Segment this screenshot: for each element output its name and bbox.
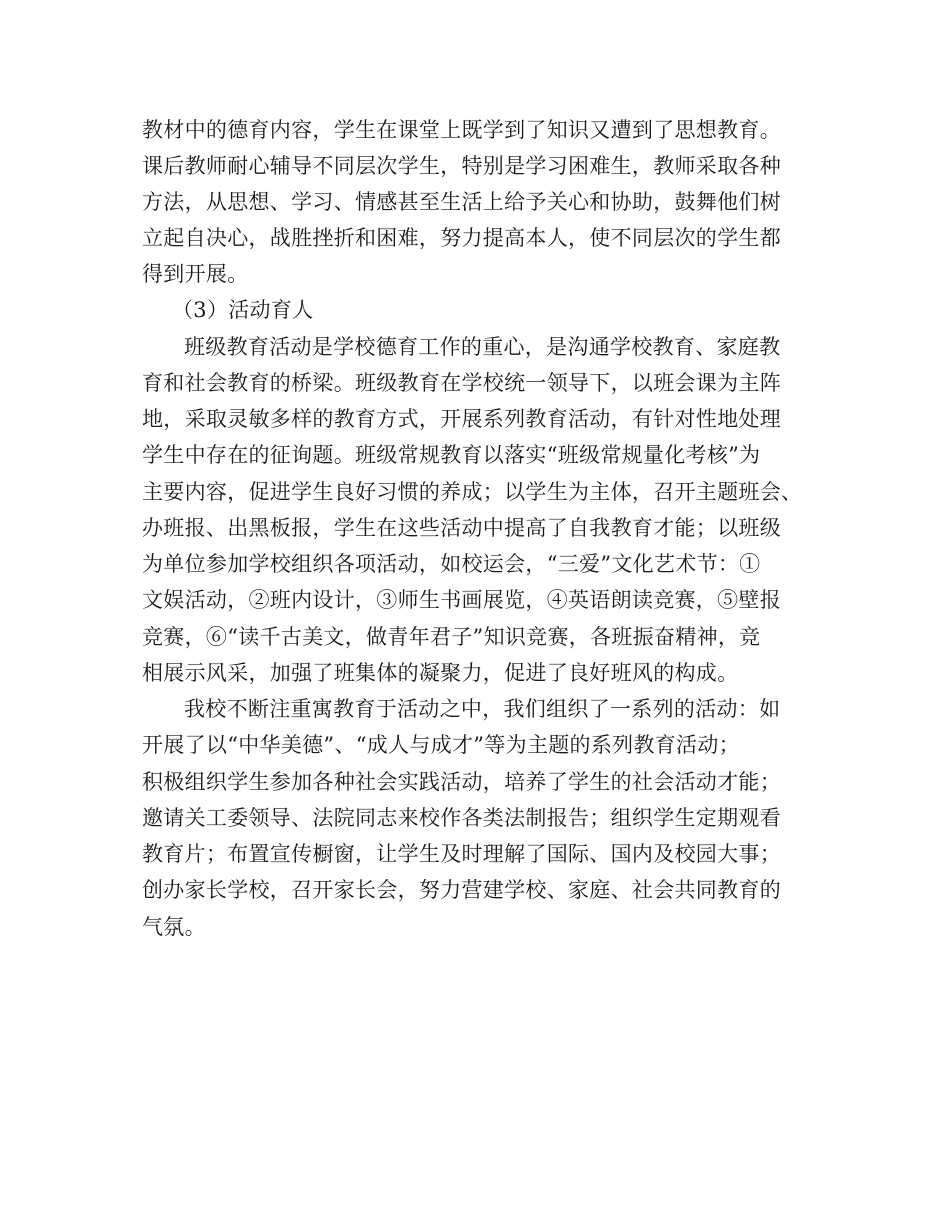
paragraph-3-line: 开展了以“中华美德”、“成人与成才”等为主题的系列教育活动； (142, 733, 740, 757)
paragraph-2-line: 主要内容，促进学生良好习惯的养成；以学生为主体，召开主题班会、 (142, 480, 803, 504)
paragraph-2-line: 班级教育活动是学校德育工作的重心，是沟通学校教育、家庭教 (184, 335, 781, 359)
paragraph-1-line: 方法，从思想、学习、情感甚至生活上给予关心和协助，鼓舞他们树 (142, 190, 781, 214)
paragraph-2-line: 为单位参加学校组织各项活动，如校运会，“三爱”文化艺术节：① (142, 552, 761, 576)
paragraph-3-line: 积极组织学生参加各种社会实践活动，培养了学生的社会活动才能； (142, 770, 781, 794)
paragraph-2-line: 学生中存在的征询题。班级常规教育以落实“班级常规量化考核”为 (142, 443, 761, 467)
paragraph-3-line: 气氛。 (142, 915, 206, 939)
paragraph-1-line: 得到开展。 (142, 262, 249, 286)
paragraph-2-line: 地，采取灵敏多样的教育方式，开展系列教育活动，有针对性地处理 (142, 407, 781, 431)
paragraph-2-line: 相展示风采，加强了班集体的凝聚力，促进了良好班风的构成。 (142, 661, 739, 685)
paragraph-1-line: 课后教师耐心辅导不同层次学生，特别是学习困难生，教师采取各种 (142, 154, 781, 178)
paragraph-3-line: 邀请关工委领导、法院同志来校作各类法制报告；组织学生定期观看 (142, 806, 781, 830)
paragraph-3-line: 创办家长学校，召开家长会，努力营建学校、家庭、社会共同教育的 (142, 878, 781, 902)
section-heading: （3）活动育人 (172, 298, 314, 322)
paragraph-2-line: 竞赛，⑥“读千古美文，做青年君子”知识竞赛，各班振奋精神，竞 (142, 625, 761, 649)
paragraph-1-line: 教材中的德育内容，学生在课堂上既学到了知识又遭到了思想教育。 (142, 118, 781, 142)
paragraph-2-line: 办班报、出黑板报，学生在这些活动中提高了自我教育才能；以班级 (142, 516, 781, 540)
paragraph-3-line: 我校不断注重寓教育于活动之中，我们组织了一系列的活动：如 (184, 697, 781, 721)
paragraph-1-line: 立起自决心，战胜挫折和困难，努力提高本人，使不同层次的学生都 (142, 226, 781, 250)
paragraph-2-line: 育和社会教育的桥梁。班级教育在学校统一领导下，以班会课为主阵 (142, 371, 781, 395)
paragraph-3-line: 教育片；布置宣传橱窗，让学生及时理解了国际、国内及校园大事； (142, 842, 781, 866)
paragraph-2-line: 文娱活动，②班内设计，③师生书画展览，④英语朗读竞赛，⑤壁报 (142, 588, 781, 612)
